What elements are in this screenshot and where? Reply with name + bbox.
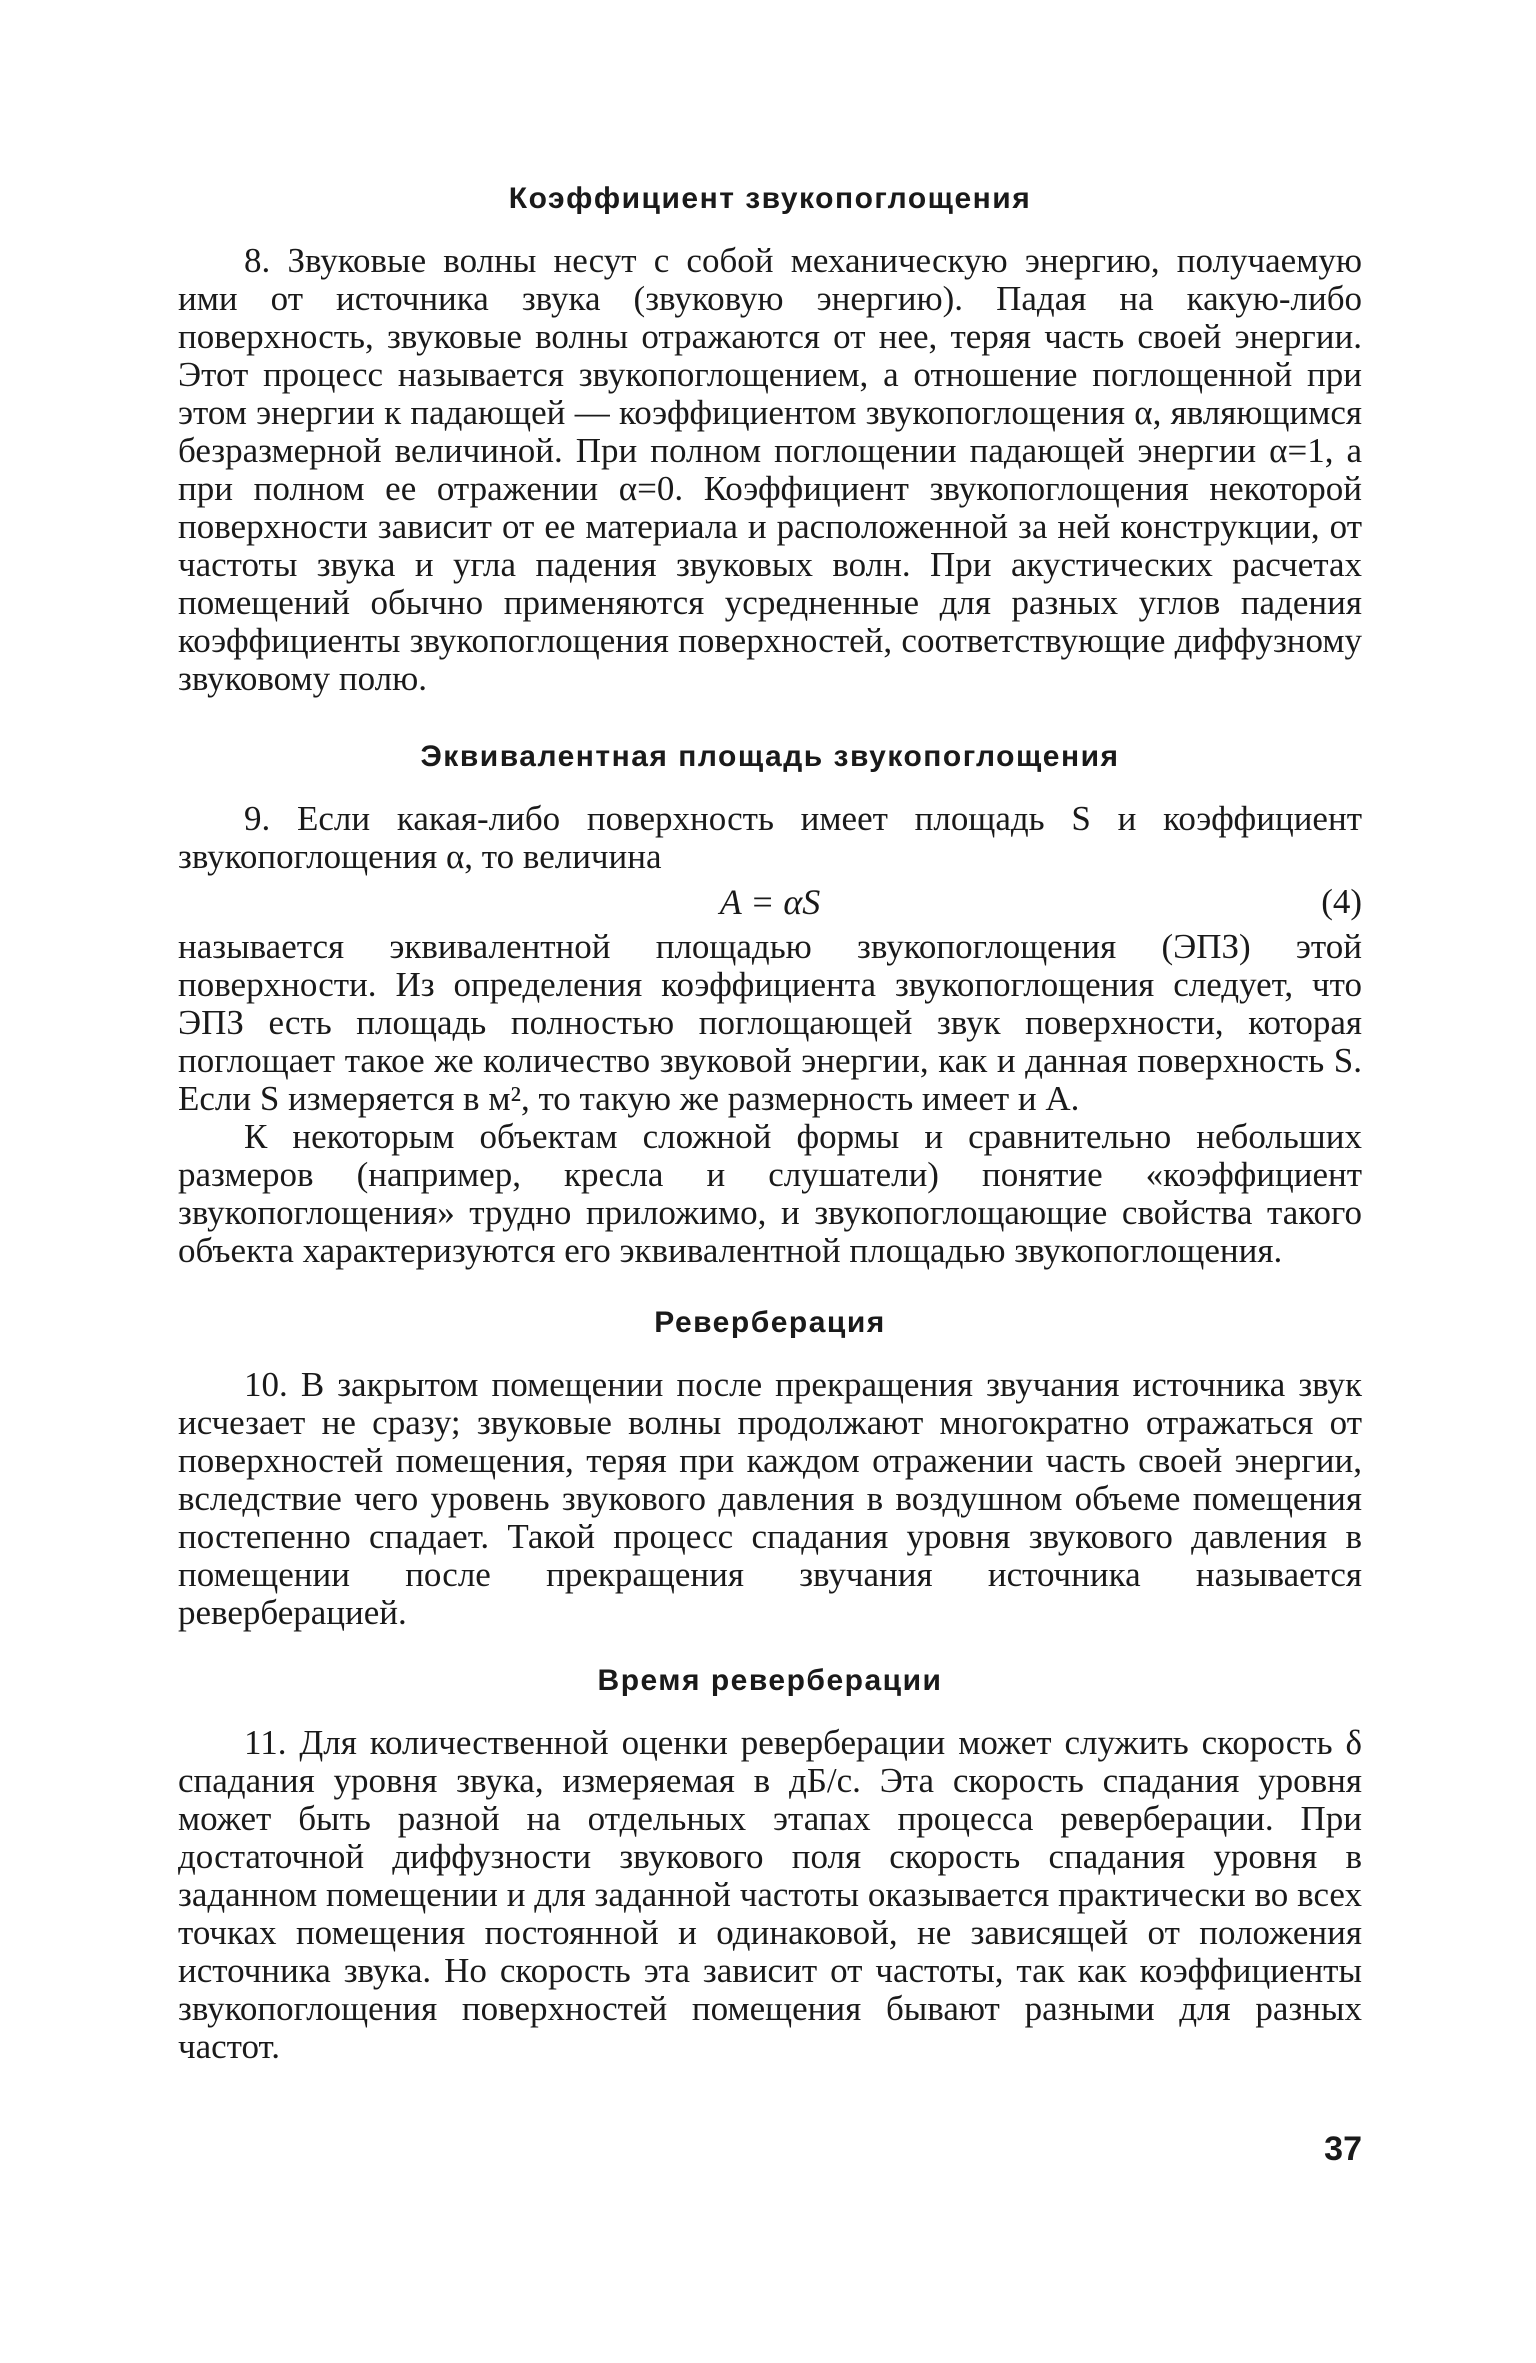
paragraph-9-continuation: называется эквивалентной площадью звукопоглощения (ЭПЗ) этой поверхности. Из определения коэффициента звукопоглощения следует, что ЭПЗ есть площадь полностью поглощающей звук поверхности, которая поглощает такое же количество звуковой энергии, как и данная поверхность S. Если S измеряется в м², то такую же размерность имеет и A. (178, 927, 1362, 1118)
paragraph-9-second: К некоторым объектам сложной формы и сравнительно небольших размеров (например, кресла и слушатели) понятие «коэффициент звукопоглощения» трудно приложимо, и звукопоглощающие свойства такого объекта характеризуются его эквивалентной площадью звукопоглощения. (178, 1117, 1362, 1270)
paragraph-8: 8. Звуковые волны несут с собой механическую энергию, получаемую ими от источника звука (звуковую энергию). Падая на какую-либо поверхность, звуковые волны отражаются от нее, теряя часть своей энергии. Этот процесс называется звукопоглощением, а отношение поглощенной при этом энергии к падающей — коэффициентом звукопоглощения α, являющимся безразмерной величиной. При полном поглощении падающей энергии α=1, а при полном ее отражении α=0. Коэффициент звукопоглощения некоторой поверхности зависит от ее материала и расположенной за ней конструкции, от частоты звука и угла падения звуковых волн. При акустических расчетах помещений обычно применяются усредненные для разных углов падения коэффициенты звукопоглощения поверхностей, соответствующие диффузному звуковому полю. (178, 241, 1362, 698)
formula-row (178, 876, 1362, 928)
paragraph-11: 11. Для количественной оценки реверберации может служить скорость δ спадания уровня звука, измеряемая в дБ/с. Эта скорость спадания уровня может быть разной на отдельных этапах процесса реверберации. При достаточной диффузности звукового поля скорость спадания уровня в заданном помещении и для заданной частоты оказывается практически во всех точках помещения постоянной и одинаковой, не зависящей от положения источника звука. Но скорость эта зависит от частоты, так как коэффициенты звукопоглощения поверхностей помещения бывают разными для разных частот. (178, 1723, 1362, 2066)
page-number: 37 (1324, 2130, 1362, 2168)
paragraph-9-intro: 9. Если какая-либо поверхность имеет площадь S и коэффициент звукопоглощения α, то величина (178, 799, 1362, 876)
paragraph-10: 10. В закрытом помещении после прекращения звучания источника звук исчезает не сразу; звуковые волны продолжают многократно отражаться от поверхностей помещения, теряя при каждом отражении часть своей энергии, вследствие чего уровень звукового давления в воздушном объеме помещения постепенно спадает. Такой процесс спадания уровня звукового давления в помещении после прекращения звучания источника называется реверберацией. (178, 1365, 1362, 1632)
section-heading-reverberation: Реверберация (654, 1306, 886, 1339)
formula-number: (4) (1321, 882, 1362, 921)
formula: A = αS (719, 882, 821, 922)
section-heading-absorption-coefficient: Коэффициент звукопоглощения (508, 182, 1032, 215)
document-page (178, 168, 1362, 2066)
section-heading-reverberation-time: Время реверберации (597, 1664, 943, 1697)
section-heading-equivalent-area: Эквивалентная площадь звукопоглощения (420, 740, 1120, 773)
